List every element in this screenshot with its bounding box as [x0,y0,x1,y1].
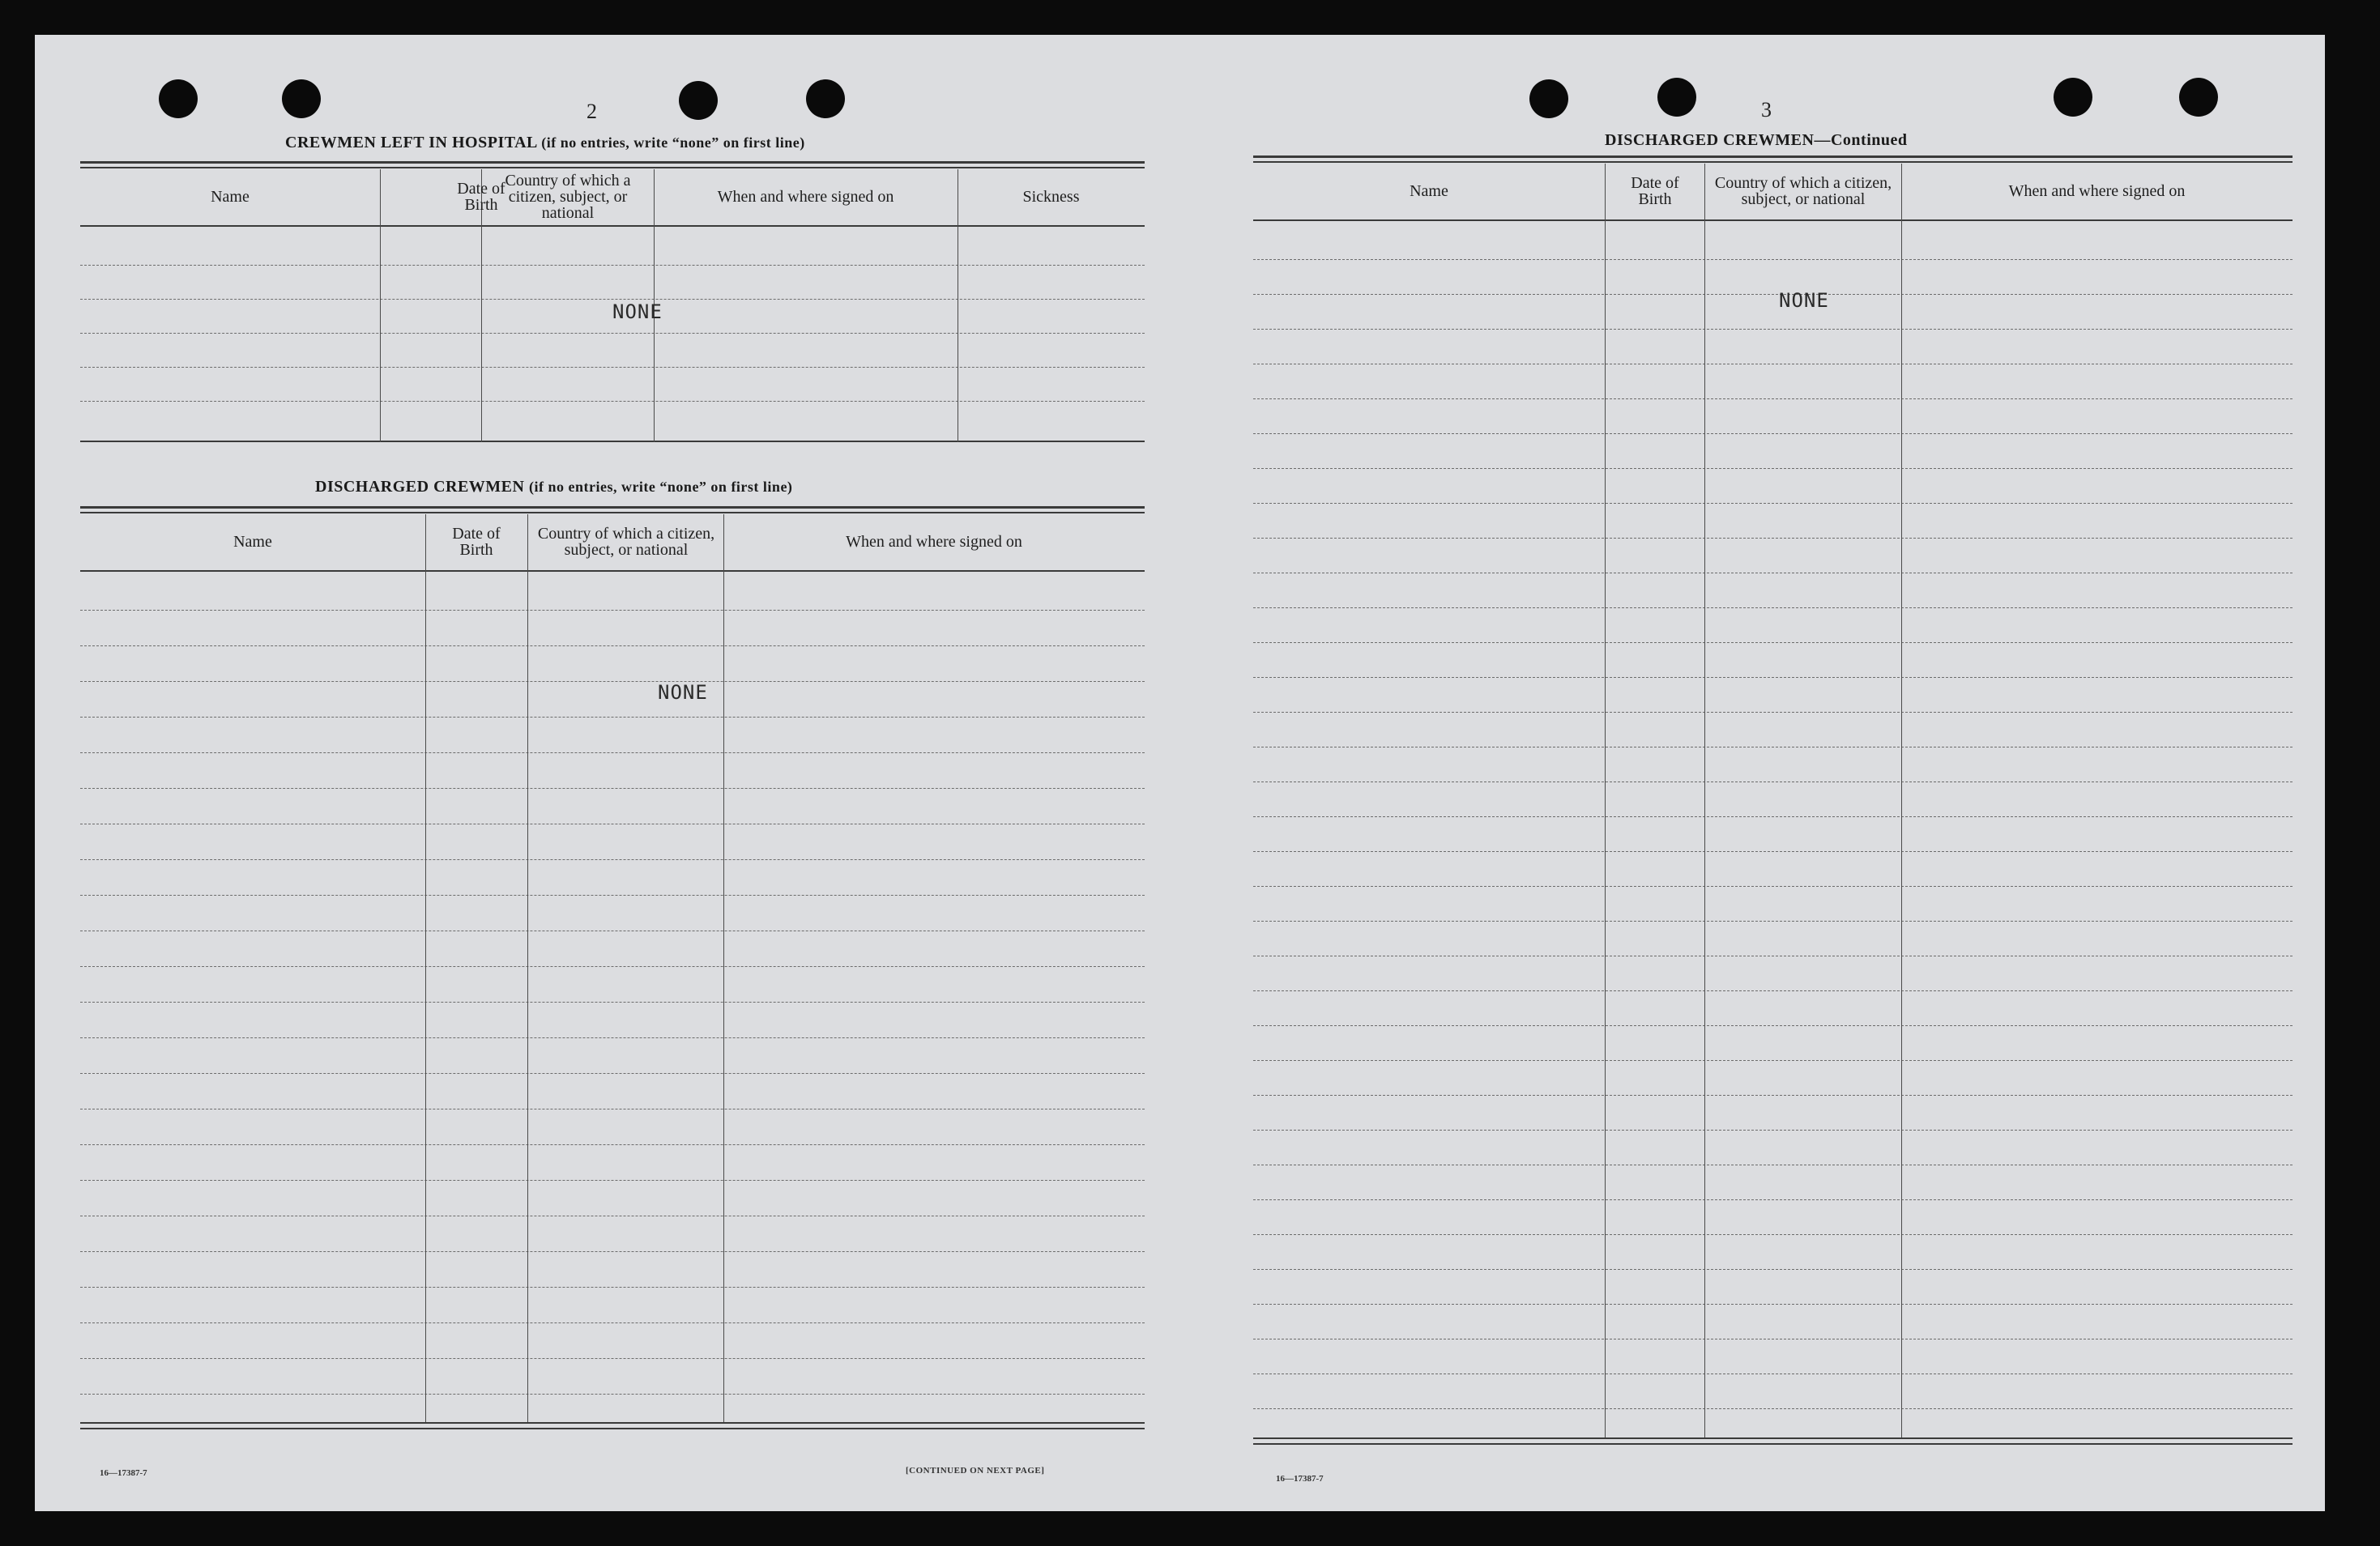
discharged-col-signed-on: When and where signed on [846,533,1022,551]
hospital-entry-none: NONE [612,300,663,323]
continued-col-dob: Date of Birth [1631,174,1679,208]
punch-hole [679,81,718,120]
punch-hole [282,79,321,118]
discharged-section-title [315,478,792,496]
form-code-left: 16—17387-7 [100,1468,147,1478]
document-paper [35,35,2325,1511]
hospital-col-signed-on: When and where signed on [717,188,894,206]
continued-col-country: Country of which a citizen, subject, or national [1714,174,1892,208]
continued-col-signed-on: When and where signed on [2008,182,2186,200]
punch-hole [1529,79,1568,118]
punch-hole [159,79,198,118]
discharged-col-name: Name [233,533,272,551]
hospital-col-dob: Date of Birth [457,180,505,214]
discharged-table-right [1253,155,2293,1467]
hospital-col-name: Name [211,188,250,206]
punch-hole [806,79,845,118]
punch-hole [2179,78,2218,117]
page-number-right: 3 [1761,98,1772,121]
hospital-title-text: CREWMEN LEFT IN HOSPITAL [285,134,537,151]
hospital-section-title [285,134,805,152]
continued-note: [CONTINUED ON NEXT PAGE] [906,1466,1045,1476]
form-code-right: 16—17387-7 [1276,1474,1324,1484]
discharged-table-left [80,506,1145,1462]
discharged-entry-none: NONE [658,681,708,704]
hospital-instruction-text: (if no entries, write “none” on first line) [541,134,805,151]
hospital-table [80,161,1145,485]
hospital-col-sickness: Sickness [1022,188,1080,206]
discharged-title-text: DISCHARGED CREWMEN [315,478,525,496]
discharged-col-dob: Date of Birth [452,525,501,559]
continued-entry-none: NONE [1779,289,1829,312]
continued-col-name: Name [1410,182,1448,200]
punch-hole [1657,78,1696,117]
hospital-col-country: Country of which a citizen, subject, or national [505,172,631,222]
page-number-left: 2 [586,100,597,123]
discharged-instruction-text: (if no entries, write “none” on first line) [528,479,793,495]
punch-hole [2054,78,2092,117]
discharged-continued-title: DISCHARGED CREWMEN—Continued [1605,131,1908,149]
discharged-col-country: Country of which a citizen, subject, or national [537,525,715,559]
